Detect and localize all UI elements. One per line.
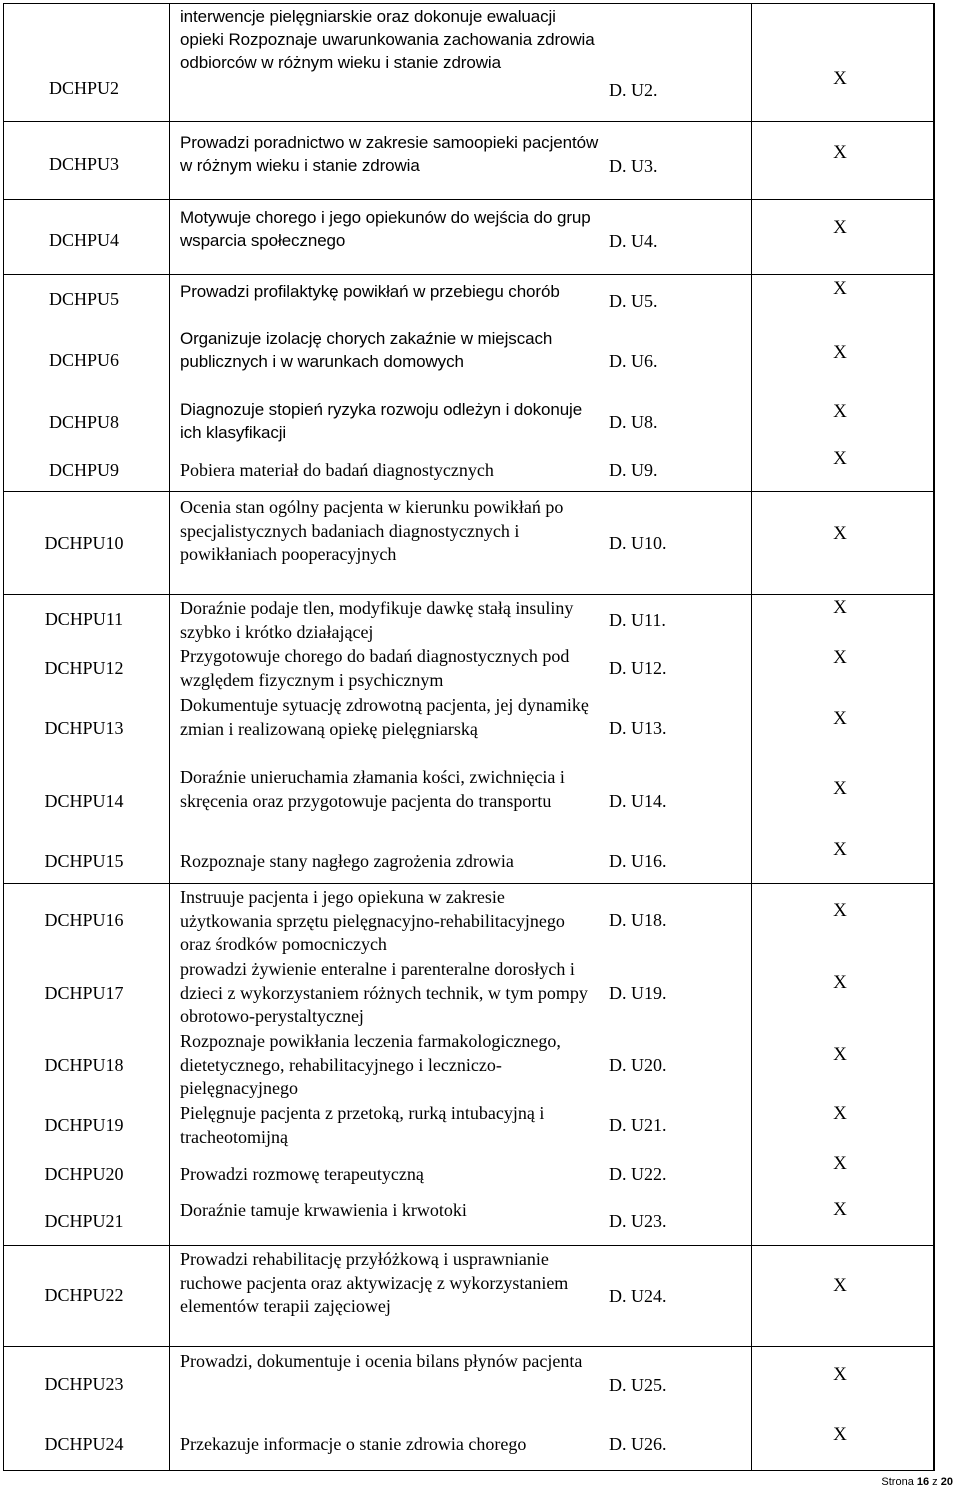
outcome-code: DCHPU16	[44, 910, 124, 930]
outcome-code: DCHPU10	[44, 533, 124, 553]
row-divider	[4, 883, 934, 884]
outcome-reference: D. U18.	[609, 910, 667, 930]
footer-page-number: 16	[916, 1476, 930, 1488]
row-divider	[4, 199, 934, 200]
outcome-code: DCHPU3	[48, 154, 119, 174]
outcome-description: Pobiera materiał do badań diagnostycznych	[180, 460, 494, 480]
outcome-code: DCHPU12	[44, 658, 124, 678]
check-mark: X	[833, 1424, 847, 1445]
check-mark: X	[833, 900, 847, 921]
footer-middle: z	[929, 1476, 941, 1488]
outcome-reference: D. U16.	[609, 851, 667, 871]
outcome-reference: D. U25.	[609, 1375, 667, 1395]
outcome-reference: D. U5.	[609, 291, 658, 311]
outcome-code: DCHPU6	[48, 350, 119, 370]
outcome-reference: D. U23.	[609, 1211, 667, 1231]
footer-page-total: 20	[940, 1476, 953, 1488]
check-mark: X	[833, 278, 847, 299]
outcome-description: prowadzi żywienie enteralne i parenteralne dorosłych i dzieci z wykorzystaniem różnych technik, w tym pompy obrotowo-perystaltycznej	[180, 959, 588, 1026]
check-mark: X	[833, 1364, 847, 1385]
check-mark: X	[833, 68, 847, 89]
outcome-code: DCHPU24	[44, 1434, 124, 1454]
outcome-reference: D. U10.	[609, 533, 667, 553]
row-divider	[4, 274, 934, 275]
check-mark: X	[833, 708, 847, 729]
outcome-code: DCHPU15	[44, 851, 124, 871]
column-divider	[169, 4, 170, 1470]
outcome-description: Prowadzi rozmowę terapeutyczną	[180, 1164, 424, 1184]
outcome-reference: D. U22.	[609, 1164, 667, 1184]
outcome-code: DCHPU9	[48, 460, 119, 480]
outcome-description: Prowadzi profilaktykę powikłań w przebiegu chorób	[180, 282, 560, 301]
outcome-description: Doraźnie unieruchamia złamania kości, zwichnięcia i skręcenia oraz przygotowuje pacjenta do transportu	[180, 767, 565, 811]
column-divider	[933, 4, 934, 1470]
check-mark: X	[833, 1275, 847, 1296]
outcome-code: DCHPU23	[44, 1374, 124, 1394]
check-mark: X	[833, 647, 847, 668]
outcome-description: interwencje pielęgniarskie oraz dokonuje ewaluacji opieki Rozpoznaje uwarunkowania zachowania zdrowia odbiorców w różnym wieku i stanie zdrowia	[180, 7, 595, 72]
outcome-reference: D. U24.	[609, 1286, 667, 1306]
check-mark: X	[833, 1044, 847, 1065]
outcome-code: DCHPU2	[48, 78, 119, 98]
outcome-reference: D. U20.	[609, 1055, 667, 1075]
outcome-reference: D. U13.	[609, 718, 667, 738]
outcome-reference: D. U14.	[609, 791, 667, 811]
check-mark: X	[833, 972, 847, 993]
outcome-description: Motywuje chorego i jego opiekunów do wejścia do grup wsparcia społecznego	[180, 208, 591, 250]
check-mark: X	[833, 142, 847, 163]
outcome-code: DCHPU5	[48, 289, 119, 309]
check-mark: X	[833, 778, 847, 799]
outcome-description: Dokumentuje sytuację zdrowotną pacjenta, jej dynamikę zmian i realizowaną opiekę pielęgniarską	[180, 695, 589, 739]
footer-prefix: Strona	[881, 1476, 917, 1488]
outcome-reference: D. U9.	[609, 460, 658, 480]
check-mark: X	[833, 217, 847, 238]
check-mark: X	[833, 597, 847, 618]
outcome-reference: D. U19.	[609, 983, 667, 1003]
check-mark: X	[833, 1103, 847, 1124]
check-mark: X	[833, 448, 847, 469]
outcome-reference: D. U3.	[609, 156, 658, 176]
outcome-code: DCHPU17	[44, 983, 124, 1003]
outcome-description: Ocenia stan ogólny pacjenta w kierunku powikłań po specjalistycznych badaniach diagnostycznych i powikłaniach pooperacyjnych	[180, 497, 564, 564]
row-divider	[4, 594, 934, 595]
outcome-description: Prowadzi rehabilitację przyłóżkową i usprawnianie ruchowe pacjenta oraz aktywizację z wykorzystaniem elementów terapii zajęciowej	[180, 1249, 569, 1316]
check-mark: X	[833, 1153, 847, 1174]
outcome-description: Organizuje izolację chorych zakaźnie w miejscach publicznych i w warunkach domowych	[180, 329, 553, 371]
row-divider	[4, 491, 934, 492]
outcome-reference: D. U8.	[609, 412, 658, 432]
outcome-code: DCHPU11	[44, 609, 124, 629]
check-mark: X	[833, 1199, 847, 1220]
outcome-description: Diagnozuje stopień ryzyka rozwoju odleżyn i dokonuje ich klasyfikacji	[180, 400, 583, 442]
outcome-description: Pielęgnuje pacjenta z przetoką, rurką intubacyjną i tracheotomijną	[180, 1103, 545, 1147]
outcome-code: DCHPU20	[44, 1164, 124, 1184]
row-divider	[4, 1245, 934, 1246]
check-mark: X	[833, 401, 847, 422]
outcome-reference: D. U4.	[609, 231, 658, 251]
row-divider	[4, 1346, 934, 1347]
outcome-description: Doraźnie podaje tlen, modyfikuje dawkę stałą insuliny szybko i krótko działającej	[180, 598, 574, 642]
outcome-reference: D. U12.	[609, 658, 667, 678]
outcome-description: Prowadzi poradnictwo w zakresie samoopieki pacjentów w różnym wieku i stanie zdrowia	[180, 133, 599, 175]
outcome-reference: D. U11.	[609, 610, 666, 630]
outcome-reference: D. U21.	[609, 1115, 667, 1135]
outcome-description: Prowadzi, dokumentuje i ocenia bilans płynów pacjenta	[180, 1351, 583, 1371]
outcome-code: DCHPU22	[44, 1285, 124, 1305]
check-mark: X	[833, 342, 847, 363]
outcome-reference: D. U2.	[609, 80, 658, 100]
outcome-code: DCHPU18	[44, 1055, 124, 1075]
outcome-code: DCHPU19	[44, 1115, 124, 1135]
outcome-reference: D. U6.	[609, 351, 658, 371]
outcome-reference: D. U26.	[609, 1434, 667, 1454]
outcome-description: Instruuje pacjenta i jego opiekuna w zakresie użytkowania sprzętu pielęgnacyjno-rehabilitacyjnego oraz środków pomocniczych	[180, 887, 565, 954]
outcome-description: Rozpoznaje stany nagłego zagrożenia zdrowia	[180, 851, 514, 871]
check-mark: X	[833, 839, 847, 860]
outcome-description: Rozpoznaje powikłania leczenia farmakologicznego, dietetycznego, rehabilitacyjnego i leczniczo-pielęgnacyjnego	[180, 1031, 561, 1098]
outcome-description: Przygotowuje chorego do badań diagnostycznych pod względem fizycznym i psychicznym	[180, 646, 570, 690]
outcome-code: DCHPU13	[44, 718, 124, 738]
check-mark: X	[833, 523, 847, 544]
outcome-description: Przekazuje informacje o stanie zdrowia chorego	[180, 1434, 527, 1454]
row-divider	[4, 121, 934, 122]
column-divider	[751, 4, 752, 1470]
outcome-code: DCHPU14	[44, 791, 124, 811]
outcome-code: DCHPU21	[44, 1211, 124, 1231]
outcome-code: DCHPU8	[48, 412, 119, 432]
page-footer	[881, 1476, 953, 1488]
outcome-code: DCHPU4	[48, 230, 119, 250]
outcome-description: Doraźnie tamuje krwawienia i krwotoki	[180, 1200, 467, 1220]
